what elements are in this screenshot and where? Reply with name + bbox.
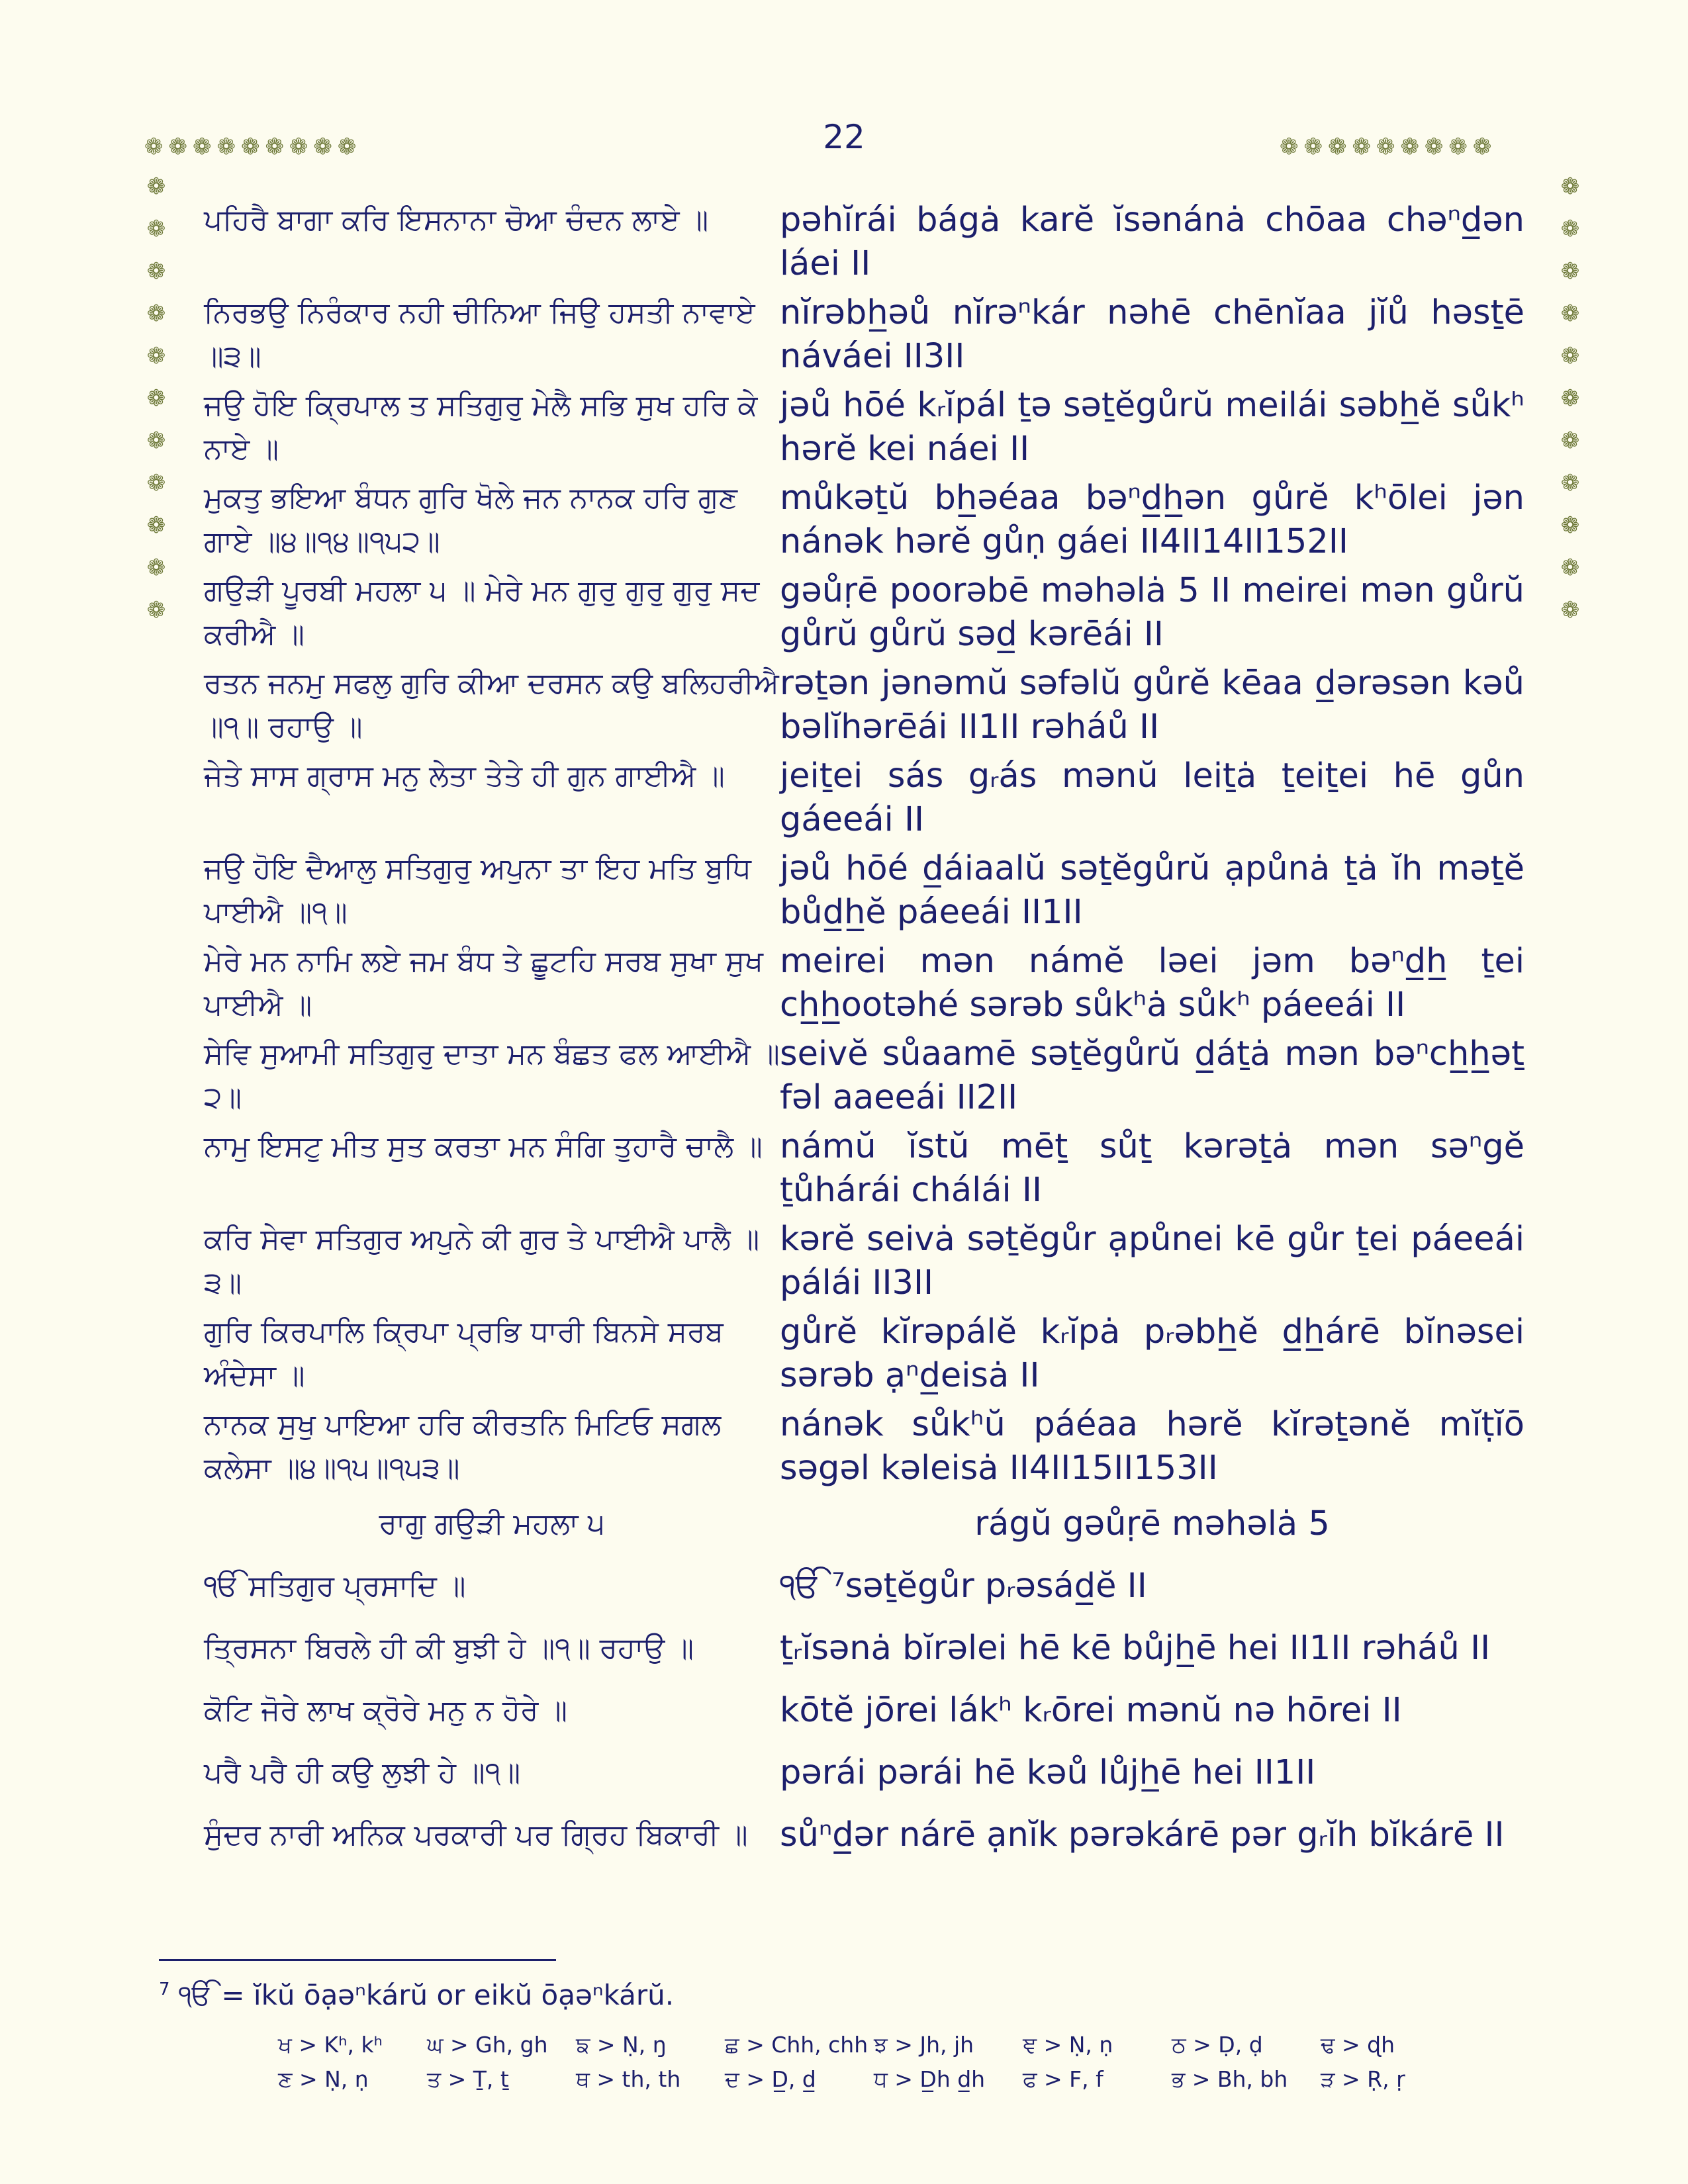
gurmukhi-verse: ਪਹਿਰੈ ਬਾਗਾ ਕਰਿ ਇਸਨਾਨਾ ਚੋਆ ਚੰਦਨ ਲਾਏ ॥ xyxy=(204,203,709,237)
verse-row xyxy=(204,847,1524,934)
key-entry: ਥ > th, th xyxy=(576,2066,681,2092)
footnote-divider xyxy=(159,1959,556,1961)
transliteration: kōtĕ jōrei lákʰ kᵣōrei mənŭ nə hōrei II xyxy=(780,1691,1402,1730)
key-entry: ਦ > D̲, d̲ xyxy=(725,2066,816,2092)
key-row xyxy=(278,2032,1470,2066)
gurmukhi-verse: ਮੇਰੇ ਮਨ ਨਾਮਿ ਲਏ ਜਮ ਬੰਧ ਤੇ ਛੂਟਹਿ ਸਰਬ ਸੁਖਾ ਸੁਖ ਪਾਈਐ ॥ xyxy=(204,944,764,1022)
raag-heading-row xyxy=(204,1496,1524,1553)
key-row xyxy=(278,2066,1470,2101)
verse-row xyxy=(204,384,1524,471)
key-entry: ਠ > Ḍ, ḍ xyxy=(1172,2032,1263,2058)
gurmukhi-verse: ਮੁਕਤੁ ਭਇਆ ਬੰਧਨ ਗੁਰਿ ਖੋਲੇ ਜਨ ਨਾਨਕ ਹਰਿ ਗੁਣ ਗਾਏ ॥੪॥੧੪॥੧੫੨॥ xyxy=(204,481,738,559)
transliteration: gůrĕ kĭrəpálĕ kᵣĭpȧ pᵣəbh̲ĕ d̲h̲árē bĭnəsei sərəb ạⁿd̲eisȧ II xyxy=(780,1312,1524,1395)
footnote xyxy=(159,1979,674,2012)
transliteration: pəhĭrái bágȧ karĕ ĭsənánȧ chōaa chəⁿd̲ən láei II xyxy=(780,201,1524,283)
verse-row xyxy=(204,754,1524,842)
verse-row xyxy=(204,1310,1524,1398)
gurmukhi-verse: ਕਰਿ ਸੇਵਾ ਸਤਿਗੁਰ ਅਪੁਨੇ ਕੀ ਗੁਰ ਤੇ ਪਾਈਐ ਪਾਲੈ ॥੩॥ xyxy=(204,1222,760,1300)
gurmukhi-verse: ੴ ਸਤਿਗੁਰ ਪ੍ਰਸਾਦਿ ॥ xyxy=(204,1569,466,1603)
verse-row xyxy=(204,291,1524,379)
verse-row xyxy=(204,1620,1524,1677)
gurmukhi-verse: ਜਉ ਹੋਇ ਕ੍ਰਿਪਾਲ ਤ ਸਤਿਗੁਰੁ ਮੇਲੈ ਸਭਿ ਸੁਖ ਹਰਿ ਕੇ ਨਾਏ ॥ xyxy=(204,388,758,466)
key-entry: ਢ > ɖh xyxy=(1321,2032,1395,2058)
transliteration: jeiṯei sás gᵣás mənŭ leiṯȧ ṯeiṯei hē gůn gáeeái II xyxy=(780,756,1524,839)
key-entry: ਘ > Gh, gh xyxy=(427,2032,548,2058)
footnote-mark: 7 xyxy=(159,1979,170,1999)
verse-row xyxy=(204,1032,1524,1120)
gurmukhi-verse: ਜਉ ਹੋਇ ਦੈਆਲੁ ਸਤਿਗੁਰੁ ਅਪੁਨਾ ਤਾ ਇਹ ਮਤਿ ਬੁਧਿ ਪਾਈਐ ॥੧॥ xyxy=(204,852,751,929)
verse-row xyxy=(204,569,1524,657)
gurmukhi-verse: ਗੁਰਿ ਕਿਰਪਾਲਿ ਕ੍ਰਿਪਾ ਪ੍ਰਭਿ ਧਾਰੀ ਬਿਨਸੇ ਸਰਬ ਅੰਦੇਸਾ ॥ xyxy=(204,1315,724,1392)
verse-row xyxy=(204,1218,1524,1305)
key-entry: ਛ > Chh, chh xyxy=(725,2032,868,2058)
ornament-border-left: ❁ ❁ ❁ ❁ ❁ ❁ ❁ ❁ ❁ ❁ ❁ xyxy=(146,173,166,623)
transliteration-key xyxy=(278,2032,1470,2101)
transliteration: gəůṛē poorəbē məhəlȧ 5 II meirei mən gůrŭ gůrŭ gůrŭ səd̲ kərēái II xyxy=(780,571,1524,654)
verse-row xyxy=(204,1682,1524,1739)
gurmukhi-verse: ਨਾਨਕ ਸੁਖੁ ਪਾਇਆ ਹਰਿ ਕੀਰਤਨਿ ਮਿਟਿਓ ਸਗਲ ਕਲੇਸਾ ॥੪॥੧੫॥੧੫੩॥ xyxy=(204,1408,722,1485)
key-entry: ਖ > Kʰ, kʰ xyxy=(278,2032,383,2058)
transliteration: pərái pərái hē kəů lůjh̲ē hei II1II xyxy=(780,1753,1316,1792)
verse-row xyxy=(204,1403,1524,1490)
footnote-text: ੴ = ĭkŭ ōạəⁿkárŭ or eikŭ ōạəⁿkárŭ. xyxy=(178,1979,675,2011)
raag-heading-transliteration: rágŭ gəůṛē məhəlȧ 5 xyxy=(974,1504,1330,1543)
key-entry: ਧ > D̲h d̲h xyxy=(874,2066,986,2092)
verse-row xyxy=(204,1558,1524,1615)
ornament-border-top-left: ❁❁❁❁❁❁❁❁❁ xyxy=(144,134,362,160)
raag-heading-gurmukhi: ਰਾਗੁ ਗਉੜੀ ਮਹਲਾ ੫ xyxy=(379,1507,605,1541)
transliteration: kərĕ seivȧ səṯĕgůr ạpůnei kē gůr ṯei páeeái pálái II3II xyxy=(780,1220,1524,1302)
key-entry: ਝ > Jh, jh xyxy=(874,2032,974,2058)
key-entry: ੜ > Ṛ, ṛ xyxy=(1321,2066,1405,2092)
transliteration: rəṯən jənəmŭ səfəlŭ gůrĕ kēaa d̲ərəsən kəů bəlĭhərēái II1II rəháů II xyxy=(780,664,1524,747)
gurmukhi-verse: ਜੇਤੇ ਸਾਸ ਗ੍ਰਾਸ ਮਨੁ ਲੇਤਾ ਤੇਤੇ ਹੀ ਗੁਨ ਗਾਈਐ ॥ xyxy=(204,759,725,793)
transliteration: ṯᵣĭsənȧ bĭrəlei hē kē bůjh̲ē hei II1II rəháů II xyxy=(780,1629,1491,1668)
key-entry: ਣ > Ṇ, ṇ xyxy=(278,2066,369,2092)
verse-table xyxy=(204,199,1524,1869)
gurmukhi-verse: ਰਤਨ ਜਨਮੁ ਸਫਲੁ ਗੁਰਿ ਕੀਆ ਦਰਸਨ ਕਉ ਬਲਿਹਰੀਐ ॥੧॥ ਰਹਾਉ ॥ xyxy=(204,666,779,744)
gurmukhi-verse: ਗਉੜੀ ਪੂਰਬੀ ਮਹਲਾ ੫ ॥ ਮੇਰੇ ਮਨ ਗੁਰੁ ਗੁਰੁ ਗੁਰੁ ਸਦ ਕਰੀਐ ॥ xyxy=(204,574,760,651)
gurmukhi-verse: ਸੁੰਦਰ ਨਾਰੀ ਅਨਿਕ ਪਰਕਾਰੀ ਪਰ ਗ੍ਰਿਹ ਬਿਕਾਰੀ ॥ xyxy=(204,1818,748,1852)
verse-row xyxy=(204,1745,1524,1801)
key-entry: ਭ > Bh, bh xyxy=(1172,2066,1288,2092)
transliteration: jəů hōé kᵣĭpál ṯə səṯĕgůrŭ meilái səbh̲ĕ sůkʰ hərĕ kei náei II xyxy=(780,386,1524,469)
gurmukhi-verse: ਨਾਮੁ ਇਸਟੁ ਮੀਤ ਸੁਤ ਕਰਤਾ ਮਨ ਸੰਗਿ ਤੁਹਾਰੈ ਚਾਲੈ ॥ xyxy=(204,1130,763,1163)
key-entry: ਙ > Ṇ, ŋ xyxy=(576,2032,667,2058)
verse-row xyxy=(204,940,1524,1027)
ornament-border-top-right: ❁❁❁❁❁❁❁❁❁ xyxy=(1280,134,1497,160)
gurmukhi-verse: ਨਿਰਭਉ ਨਿਰੰਕਾਰ ਨਹੀ ਚੀਨਿਆ ਜਿਉ ਹਸਤੀ ਨਾਵਾਏ ॥੩॥ xyxy=(204,296,755,373)
gurmukhi-verse: ਸੇਵਿ ਸੁਆਮੀ ਸਤਿਗੁਰੁ ਦਾਤਾ ਮਨ ਬੰਛਤ ਫਲ ਆਈਐ ॥੨॥ xyxy=(204,1037,780,1115)
transliteration: seivĕ sůaamē səṯĕgůrŭ d̲áṯȧ mən bəⁿch̲h̲əṯ fəl aaeeái II2II xyxy=(780,1034,1524,1117)
transliteration: můkəṯŭ bh̲əéaa bəⁿd̲h̲ən gůrĕ kʰōlei jən nánək hərĕ gůṇ gáei II4II14II152II xyxy=(780,478,1524,561)
verse-row xyxy=(204,1125,1524,1212)
page-number: 22 xyxy=(823,118,865,156)
key-entry: ਤ > Ṯ, ṯ xyxy=(427,2066,509,2092)
verse-row xyxy=(204,662,1524,749)
gurmukhi-verse: ਪਰੈ ਪਰੈ ਹੀ ਕਉ ਲੁਝੀ ਹੇ ॥੧॥ xyxy=(204,1756,521,1790)
transliteration: meirei mən námĕ ləei jəm bəⁿd̲h̲ ṯei ch̲h̲ootəhé sərəb sůkʰȧ sůkʰ páeeái II xyxy=(780,942,1524,1024)
transliteration: jəů hōé d̲áiaalŭ səṯĕgůrŭ ạpůnȧ ṯȧ ĭh məṯĕ bůd̲h̲ĕ páeeái II1II xyxy=(780,849,1524,932)
transliteration: námŭ ĭstŭ mēṯ sůṯ kərəṯȧ mən səⁿgĕ ṯůhárái chálái II xyxy=(780,1127,1524,1210)
key-entry: ਞ > Ṇ, ṇ xyxy=(1023,2032,1113,2058)
verse-row xyxy=(204,477,1524,564)
gurmukhi-verse: ਕੋਟਿ ਜੋਰੇ ਲਾਖ ਕ੍ਰੋਰੇ ਮਨੁ ਨ ਹੋਰੇ ॥ xyxy=(204,1694,567,1727)
gurmukhi-verse: ਤ੍ਰਿਸਨਾ ਬਿਰਲੇ ਹੀ ਕੀ ਬੁਝੀ ਹੇ ॥੧॥ ਰਹਾਉ ॥ xyxy=(204,1631,694,1665)
key-entry: ਫ > F, f xyxy=(1023,2066,1103,2092)
transliteration: nánək sůkʰŭ páéaa hərĕ kĭrəṯənĕ mĭṭĭō səgəl kəleisȧ II4II15II153II xyxy=(780,1405,1524,1488)
transliteration: ੴ ⁷səṯĕgůr pᵣəsád̲ĕ II xyxy=(780,1567,1147,1606)
ornament-border-right: ❁ ❁ ❁ ❁ ❁ ❁ ❁ ❁ ❁ ❁ ❁ xyxy=(1560,173,1580,623)
transliteration: nĭrəbh̲əů nĭrəⁿkár nəhē chēnĭaa jĭů həsṯē náváei II3II xyxy=(780,293,1524,376)
transliteration: sůⁿd̲ər nárē ạnĭk pərəkárē pər gᵣĭh bĭkárē II xyxy=(780,1815,1505,1854)
verse-row xyxy=(204,199,1524,286)
verse-row xyxy=(204,1807,1524,1864)
